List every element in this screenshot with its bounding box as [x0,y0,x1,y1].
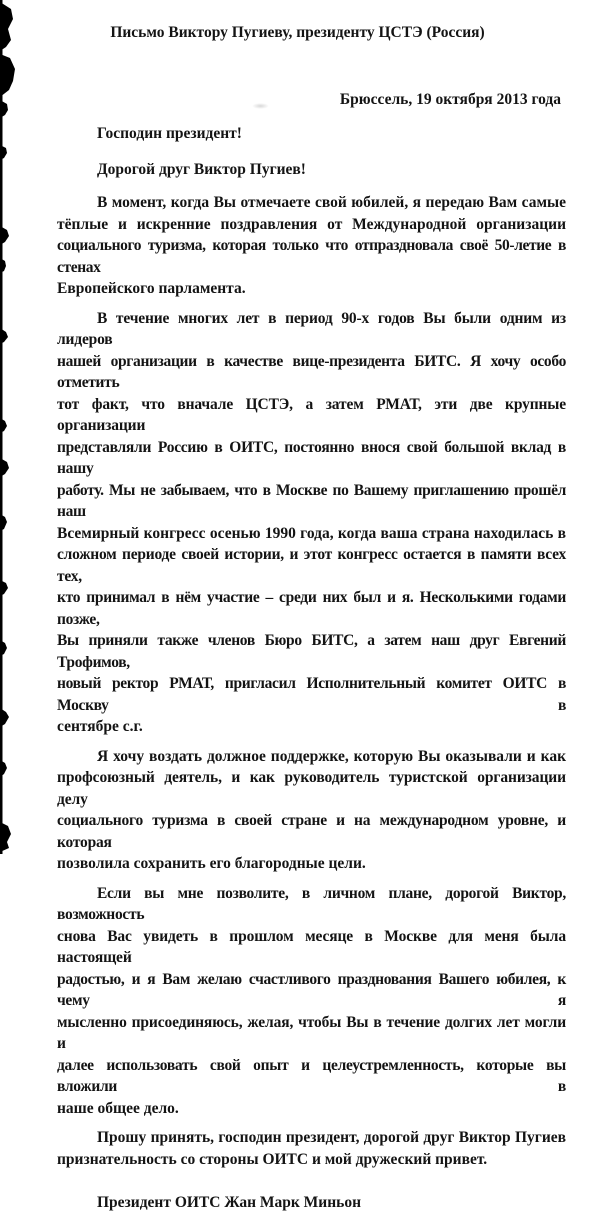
paragraph-line: мысленно присоединяюсь, желая, чтобы Вы в течение долгих лет могли и [57,1013,566,1052]
paragraph-line: Прошу принять, господин президент, дорогой друг Виктор Пугиев [97,1129,566,1146]
paragraph-line: позволила сохранить его благородные цели. [57,855,366,872]
paragraph [57,746,566,875]
letter-title: Письмо Виктору Пугиеву, президенту ЦСТЭ (Россия) [110,24,485,41]
paragraph-line: тёплые и искренние поздравления от Международной организации [57,215,566,233]
letter-body [57,192,566,1170]
paragraph-line: снова Вас увидеть в прошлом месяце в Москве для меня была настоящей [57,927,566,966]
paragraph-line: работу. Мы не забываем, что в Москве по Вашему приглашению прошёл наш [57,481,566,520]
paragraph-line: социального туризма в своей стране и на международном уровне, и которая [57,812,566,851]
letter-dateline: Брюссель, 19 октября 2013 года [339,90,561,108]
paragraph-line: признательность со стороны ОИТС и мой дружеский привет. [57,1150,488,1168]
paragraph [57,1127,566,1170]
paragraph-line: тот факт, что вначале ЦСТЭ, а затем РМАТ, эти две крупные организации [57,395,566,434]
paragraph-line: далее использовать свой опыт и целеустремленность, которые вы вложили в [57,1056,566,1095]
paragraph-line: Я хочу воздать должное поддержке, которую Вы оказывали и как [97,747,566,765]
paragraph-line: нашей организации в качестве вице-президента БИТС. Я хочу особо отметить [57,352,566,391]
paragraph-line: представляли Россию в ОИТС, постоянно внося свой большой вклад в нашу [57,438,566,477]
paragraph [57,883,566,1120]
paragraph [57,308,566,738]
paragraph-line: Всемирный конгресс осенью 1990 года, когда ваша страна находилась в [57,524,566,542]
paragraph-line: сложном периоде своей истории, и этот конгресс остается в памяти всех тех, [57,546,566,585]
paragraph-line: Европейского парламента. [57,280,246,297]
salutation-friend: Дорогой друг Виктор Пугиев! [97,160,306,178]
paragraph-line: профсоюзный деятель, и как руководитель туристской организации делу [57,769,566,808]
signature-line: Президент ОИТС Жан Марк Миньон [97,1194,362,1211]
salutation-president: Господин президент! [97,125,242,142]
paragraph [57,192,566,300]
letter-content [57,0,566,1214]
paragraph-line: В течение многих лет в период 90-х годов Вы были одним из лидеров [57,309,566,348]
paragraph-line: кто принимал в нём участие – среди них был и я. Несколькими годами позже, [57,589,566,628]
paragraph-line: радостью, и я Вам желаю счастливого празднования Вашего юбилея, к чему я [57,970,566,1009]
scan-edge-artifact [0,0,18,854]
paragraph-line: Если вы мне позволите, в личном плане, дорогой Виктор, возможность [57,884,566,923]
paragraph-line: наше общее дело. [57,1099,179,1117]
paragraph-line: социального туризма, которая только что отпраздновала своё 50-летие в стенах [57,237,566,276]
paragraph-line: Вы приняли также членов Бюро БИТС, а затем наш друг Евгений Трофимов, [57,632,566,671]
paragraph-line: новый ректор РМАТ, пригласил Исполнительный комитет ОИТС в Москву в [57,675,566,714]
paragraph-line: сентябре с.г. [57,718,143,735]
paragraph-line: В момент, когда Вы отмечаете свой юбилей, я передаю Вам самые [97,194,566,211]
